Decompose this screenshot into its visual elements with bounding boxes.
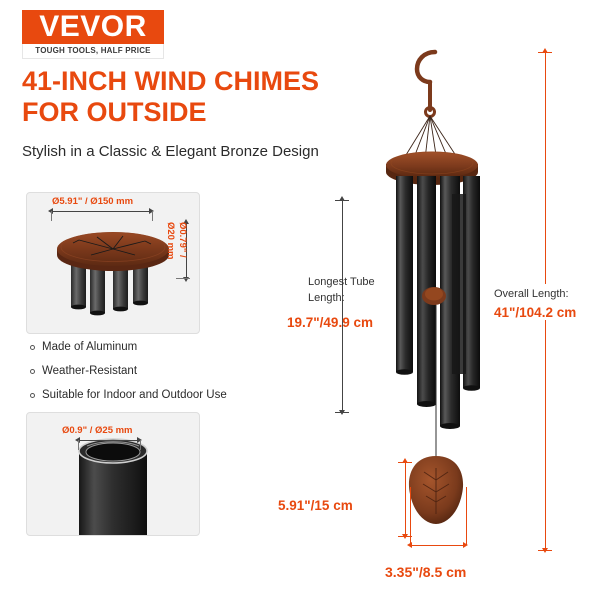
top-disc-illustration <box>27 193 199 333</box>
top-disc-width-cap-left <box>51 211 52 221</box>
longest-tube-label-line1: Longest Tube <box>308 276 375 288</box>
page-title <box>22 66 382 128</box>
headline-line-2: FOR OUTSIDE <box>22 97 207 127</box>
top-disc-width-label: Ø5.91" / Ø150 mm <box>52 196 134 207</box>
wind-catcher-icon <box>409 446 463 524</box>
product-illustration <box>380 44 560 564</box>
hook-icon <box>417 52 435 117</box>
longest-tube-cap-bottom <box>335 412 349 413</box>
top-disc-thickness-label-2: Ø20 mm <box>165 222 176 260</box>
feature-list <box>28 340 228 412</box>
sail-width-cap-right <box>466 487 467 545</box>
tube-diameter-label: Ø0.9" / Ø25 mm <box>62 425 133 436</box>
list-item: Made of Aluminum <box>28 340 228 355</box>
longest-tube-label-line2: Length: <box>308 292 345 304</box>
overall-length-line-lower <box>545 320 546 550</box>
wind-chime-svg <box>380 44 560 564</box>
brand-name: VEVOR <box>22 10 164 44</box>
page-subtitle: Stylish in a Classic & Elegant Bronze Design <box>22 143 319 160</box>
longest-tube-value: 19.7"/49.9 cm <box>287 315 373 330</box>
top-disc-width-cap-right <box>152 211 153 221</box>
top-disc-thickness-label-1: Ø0.79" / <box>177 222 188 258</box>
top-disc-width-line <box>51 211 152 212</box>
sail-width-line <box>410 545 466 546</box>
list-item: Weather-Resistant <box>28 364 228 379</box>
longest-tube-cap-top <box>335 200 349 201</box>
overall-length-label: Overall Length: <box>494 288 569 300</box>
drop-value: 5.91"/15 cm <box>278 498 353 513</box>
brand-logo <box>22 10 164 59</box>
overall-length-cap-bottom <box>538 550 552 551</box>
longest-tube-measure-line <box>342 200 343 412</box>
top-disc-thickness-cap <box>176 278 190 279</box>
overall-length-cap-top <box>538 52 552 53</box>
tube-diameter-cap-left <box>78 440 79 450</box>
top-disc <box>386 152 478 179</box>
tube-diameter-line <box>78 440 140 441</box>
overall-length-line-upper <box>545 52 546 284</box>
sail-width-cap-left <box>410 487 411 545</box>
drop-cap-top <box>398 462 412 463</box>
tube-diameter-cap-right <box>140 440 141 450</box>
brand-tagline: TOUGH TOOLS, HALF PRICE <box>22 44 164 59</box>
sail-width-value: 3.35"/8.5 cm <box>385 564 467 580</box>
headline-line-1: 41-INCH WIND CHIMES <box>22 66 320 96</box>
top-disc-svg <box>27 193 199 333</box>
list-item: Suitable for Indoor and Outdoor Use <box>28 388 228 403</box>
drop-measure-line <box>405 462 406 536</box>
overall-length-value: 41"/104.2 cm <box>494 305 577 320</box>
